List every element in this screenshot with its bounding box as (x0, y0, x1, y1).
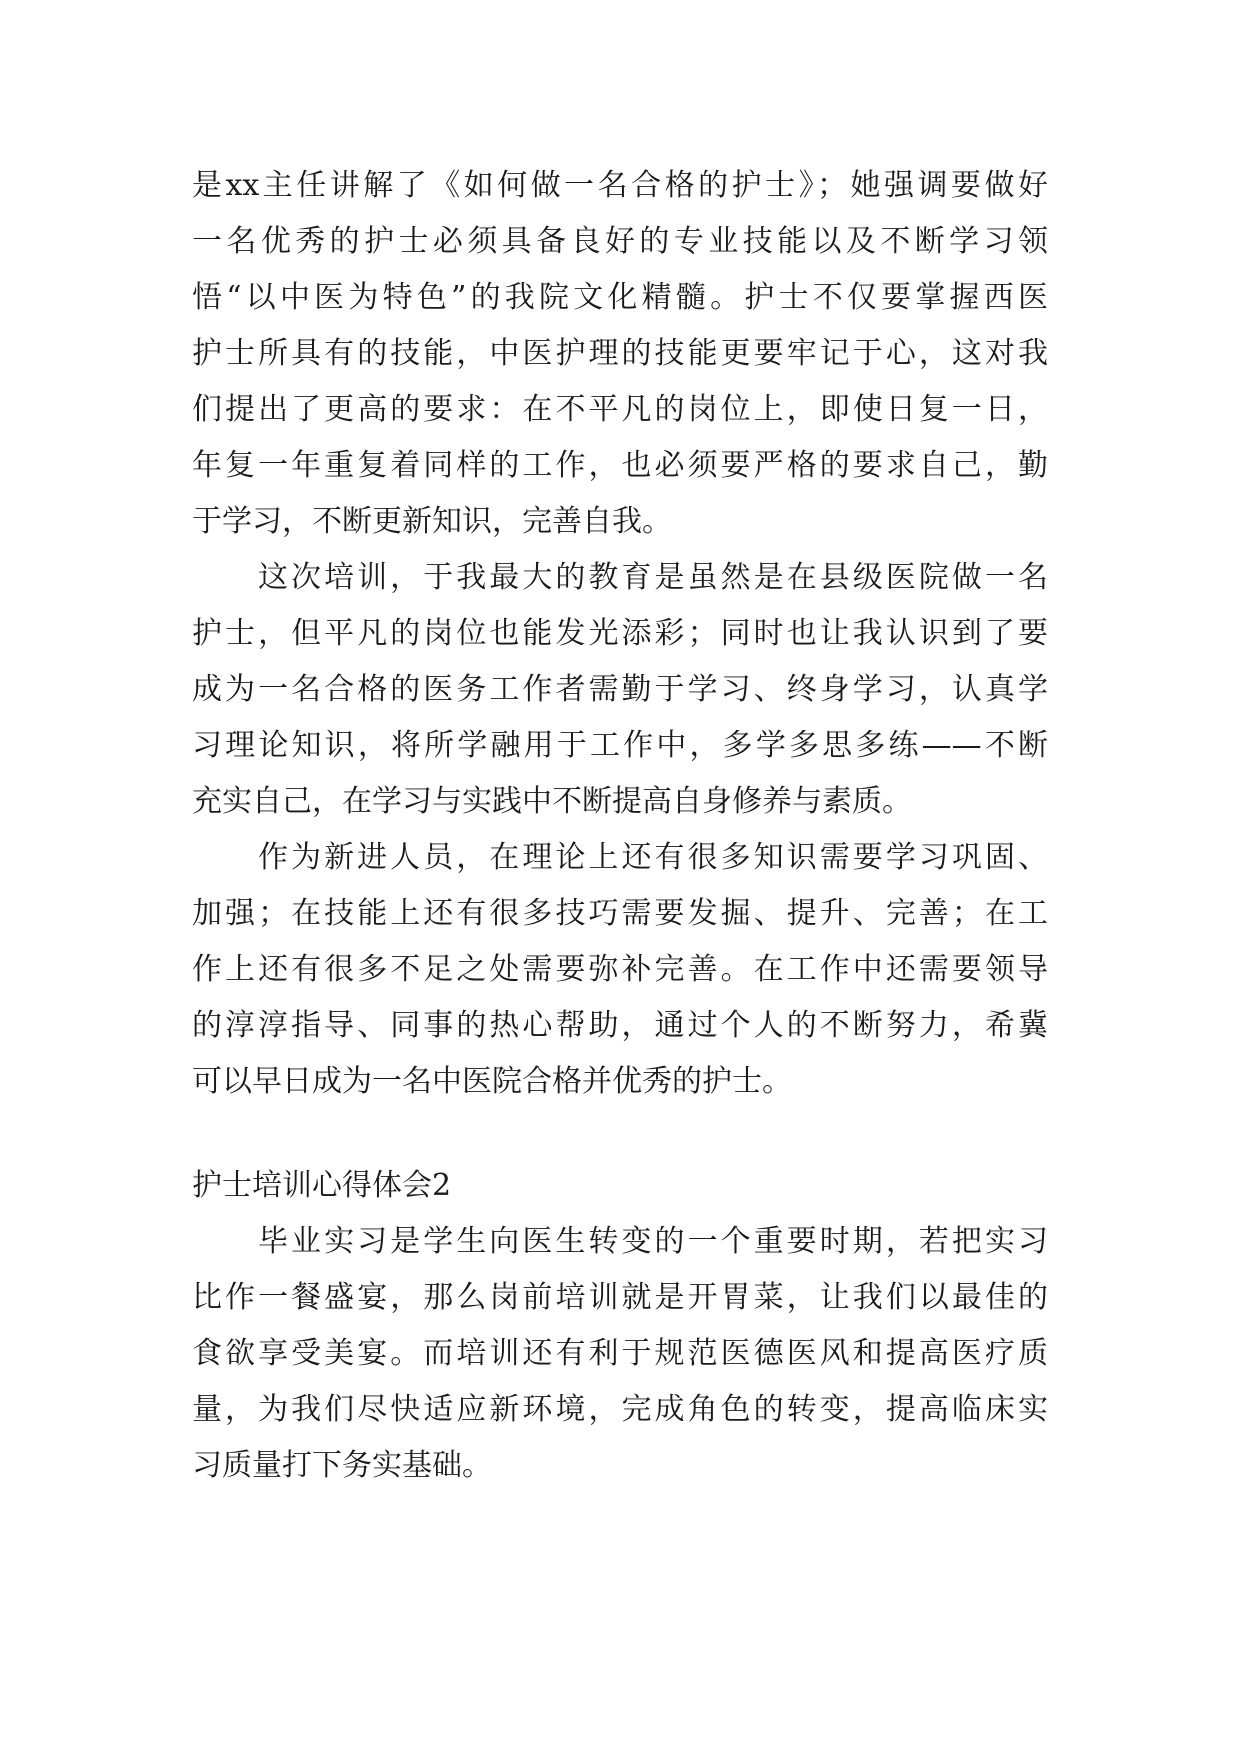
paragraph-1-line-5: 们提出了更高的要求：在不平凡的岗位上，即使日复一日， (192, 392, 1048, 427)
section-paragraph-line-2: 比作一餐盛宴，那么岗前培训就是开胃菜，让我们以最佳的 (192, 1280, 1048, 1315)
paragraph-1-line-3: 悟“以中医为特色”的我院文化精髓。护士不仅要掌握西医 (192, 280, 1048, 315)
section-paragraph-line-3: 食欲享受美宴。而培训还有利于规范医德医风和提高医疗质 (192, 1336, 1048, 1371)
section-paragraph-line-1: 毕业实习是学生向医生转变的一个重要时期，若把实习 (258, 1224, 1048, 1259)
section-title: 护士培训心得体会2 (192, 1168, 452, 1203)
paragraph-2-line-3: 成为一名合格的医务工作者需勤于学习、终身学习，认真学 (192, 672, 1048, 707)
paragraph-1-line-7: 于学习，不断更新知识，完善自我。 (192, 504, 672, 539)
paragraph-2-line-1: 这次培训，于我最大的教育是虽然是在县级医院做一名 (258, 560, 1048, 595)
paragraph-3-line-1: 作为新进人员，在理论上还有很多知识需要学习巩固、 (258, 840, 1048, 875)
paragraph-1-line-1: 是xx主任讲解了《如何做一名合格的护士》；她强调要做好 (192, 168, 1048, 203)
paragraph-3-line-3: 作上还有很多不足之处需要弥补完善。在工作中还需要领导 (192, 952, 1048, 987)
paragraph-1-line-2: 一名优秀的护士必须具备良好的专业技能以及不断学习领 (192, 224, 1048, 259)
paragraph-2-line-2: 护士，但平凡的岗位也能发光添彩；同时也让我认识到了要 (192, 616, 1048, 651)
section-paragraph-line-5: 习质量打下务实基础。 (192, 1448, 492, 1483)
paragraph-2-line-5: 充实自己，在学习与实践中不断提高自身修养与素质。 (192, 784, 912, 819)
paragraph-1-line-6: 年复一年重复着同样的工作，也必须要严格的要求自己，勤 (192, 448, 1048, 483)
section-paragraph-line-4: 量，为我们尽快适应新环境，完成角色的转变，提高临床实 (192, 1392, 1048, 1427)
paragraph-3-line-2: 加强；在技能上还有很多技巧需要发掘、提升、完善；在工 (192, 896, 1048, 931)
paragraph-3-line-4: 的淳淳指导、同事的热心帮助，通过个人的不断努力，希冀 (192, 1008, 1048, 1043)
paragraph-1-line-4: 护士所具有的技能，中医护理的技能更要牢记于心，这对我 (192, 336, 1048, 371)
paragraph-3-line-5: 可以早日成为一名中医院合格并优秀的护士。 (192, 1064, 792, 1099)
paragraph-2-line-4: 习理论知识，将所学融用于工作中，多学多思多练——不断 (192, 728, 1048, 763)
